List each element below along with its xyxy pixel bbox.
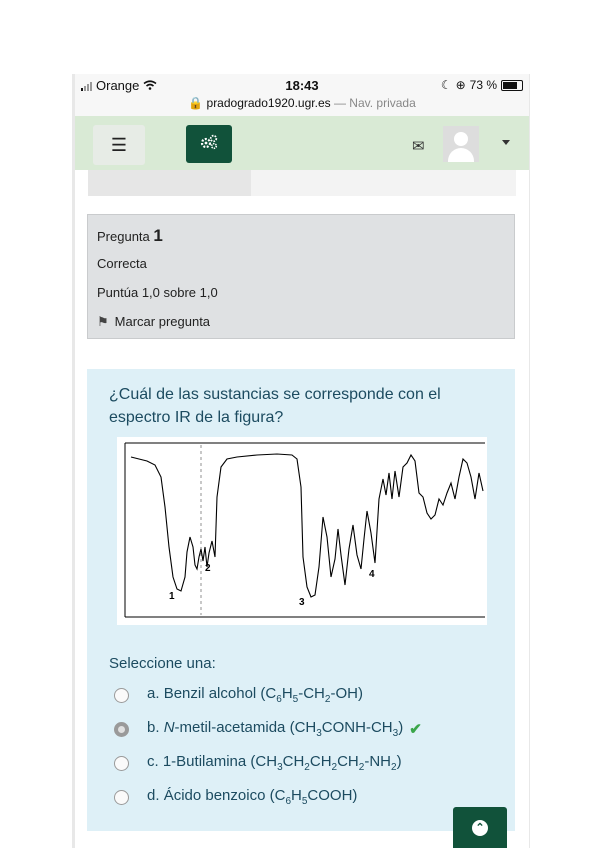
menu-button[interactable] bbox=[93, 125, 145, 165]
question-info-box bbox=[87, 214, 515, 339]
orientation-lock-icon: ⊕ bbox=[455, 78, 466, 92]
chevron-down-icon[interactable] bbox=[502, 140, 510, 145]
back-to-top-button[interactable] bbox=[453, 807, 507, 848]
radio-option-d[interactable] bbox=[114, 790, 129, 805]
status-bar bbox=[75, 74, 529, 96]
clock: 18:43 bbox=[285, 78, 319, 93]
option-d[interactable] bbox=[114, 787, 357, 807]
option-b[interactable] bbox=[114, 719, 422, 739]
option-a-label: a. Benzil alcohol $(C_6H_5-CH_2-OH)$ bbox=[147, 685, 363, 705]
peak-label-1: 1 bbox=[169, 591, 175, 602]
option-b-label: b. N-metil-acetamida $(CH_3CONH-CH_3)$ bbox=[147, 719, 404, 739]
question-state: Correcta bbox=[97, 256, 147, 271]
radio-option-c[interactable] bbox=[114, 756, 129, 771]
radio-option-a[interactable] bbox=[114, 688, 129, 703]
hamburger-icon: ☰ bbox=[110, 134, 128, 155]
battery-icon bbox=[501, 80, 523, 91]
partial-summary-row bbox=[88, 170, 516, 196]
private-mode-label: — Nav. privada bbox=[333, 96, 416, 110]
peak-label-4: 4 bbox=[369, 569, 375, 580]
address-bar[interactable] bbox=[75, 96, 529, 116]
option-d-label: d. Ácido benzoico $(C_6H_5COOH)$ bbox=[147, 787, 358, 807]
peak-label-3: 3 bbox=[299, 597, 305, 608]
peak-label-2: 2 bbox=[205, 563, 211, 574]
settings-button[interactable] bbox=[186, 125, 232, 163]
question-number: 1 bbox=[153, 226, 163, 245]
question-label: Pregunta bbox=[97, 229, 150, 244]
lock-icon: 🔒 bbox=[188, 96, 204, 110]
envelope-icon[interactable]: ✉ bbox=[412, 138, 425, 155]
gears-icon bbox=[199, 134, 219, 155]
select-one-label: Seleccione una: bbox=[109, 655, 216, 672]
option-a[interactable] bbox=[114, 685, 363, 705]
correct-check-icon: ✔ bbox=[409, 721, 422, 738]
battery-percent: 73 % bbox=[469, 78, 497, 92]
option-c[interactable] bbox=[114, 753, 402, 773]
question-grade: Puntúa 1,0 sobre 1,0 bbox=[97, 285, 218, 300]
flag-question-link[interactable] bbox=[97, 314, 210, 330]
url-text: pradogrado1920.ugr.es bbox=[206, 96, 331, 110]
moon-icon: ☾ bbox=[440, 78, 452, 92]
radio-option-b[interactable] bbox=[114, 722, 129, 737]
avatar[interactable] bbox=[443, 126, 479, 162]
chevron-up-icon: ⌃ bbox=[472, 820, 488, 836]
carrier-name: Orange bbox=[96, 78, 140, 93]
option-c-label: c. 1-Butilamina $(CH_3CH_2CH_2CH_2-NH_2)$ bbox=[147, 753, 402, 773]
top-navbar bbox=[75, 116, 529, 170]
ir-spectrum-image bbox=[117, 437, 487, 625]
flag-question-label: Marcar pregunta bbox=[114, 314, 211, 329]
phone-screen bbox=[75, 74, 529, 848]
question-text: ¿Cuál de las sustancias se corresponde con el espectro IR de la figura? bbox=[109, 386, 441, 426]
question-content bbox=[87, 369, 515, 831]
flag-icon: ⚑ bbox=[97, 314, 109, 329]
